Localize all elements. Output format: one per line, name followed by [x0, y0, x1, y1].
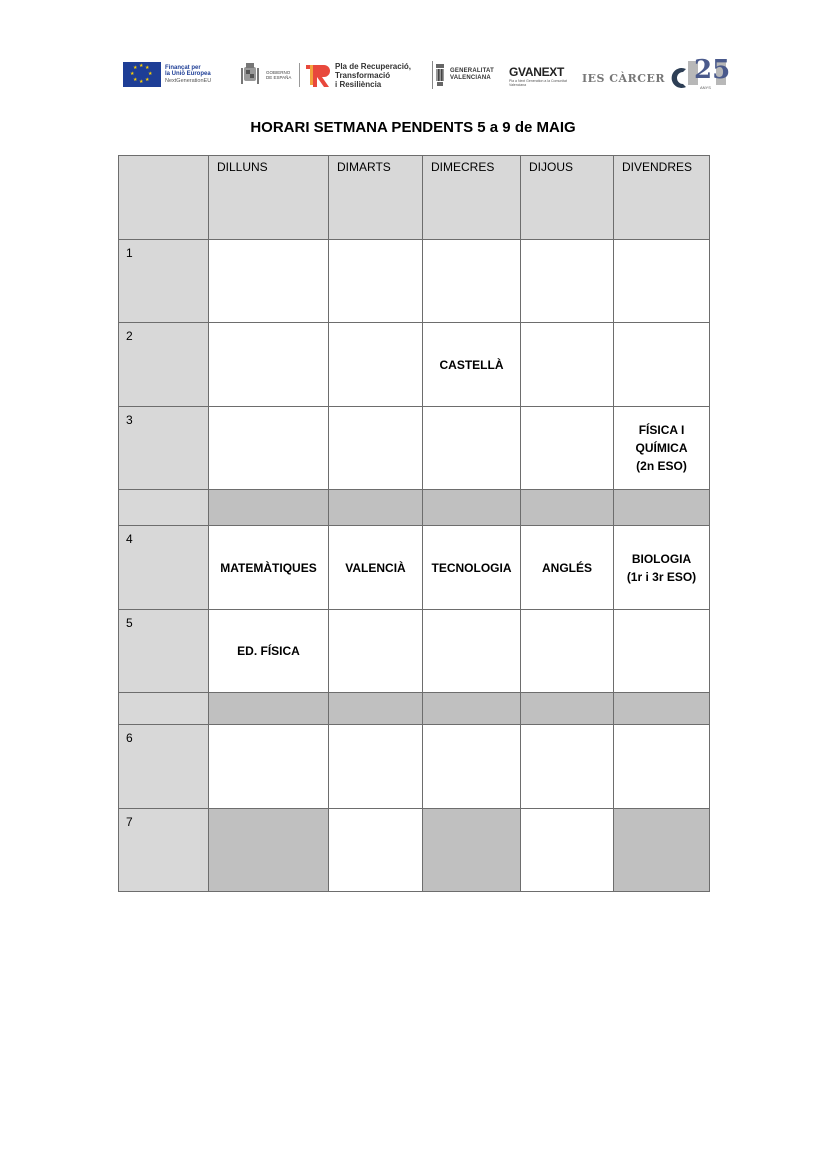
recovery-plan-logo — [305, 61, 411, 89]
schedule-cell — [614, 809, 710, 892]
period-label: 5 — [119, 610, 209, 693]
schedule-cell — [209, 809, 329, 892]
schedule-cell — [521, 610, 614, 693]
period-row — [119, 610, 710, 693]
anniversary-sub: ANYS — [700, 85, 711, 90]
break-cell — [209, 693, 329, 725]
break-row — [119, 693, 710, 725]
break-cell — [423, 490, 521, 526]
break-cell — [614, 693, 710, 725]
schedule-cell — [521, 240, 614, 323]
schedule-cell: VALENCIÀ — [329, 526, 423, 610]
gobierno-line2: DE ESPAÑA — [266, 75, 292, 80]
schedule-cell: TECNOLOGIA — [423, 526, 521, 610]
eu-funding-logo — [123, 62, 211, 87]
schedule-cell — [329, 240, 423, 323]
break-cell — [521, 490, 614, 526]
coat-of-arms-icon — [240, 62, 260, 88]
schedule-cell — [614, 725, 710, 809]
header-row — [119, 156, 710, 240]
schedule-cell — [614, 610, 710, 693]
period-label: 3 — [119, 407, 209, 490]
break-cell — [521, 693, 614, 725]
schedule-cell — [521, 407, 614, 490]
school-logo — [582, 66, 690, 90]
school-name: IES CÀRCER — [582, 71, 666, 85]
schedule-cell: MATEMÀTIQUES — [209, 526, 329, 610]
break-row — [119, 490, 710, 526]
corner-cell — [119, 156, 209, 240]
gvanext-logo — [509, 65, 579, 87]
period-row — [119, 809, 710, 892]
gvanext-name: GVANEXT — [509, 65, 565, 79]
schedule-cell — [521, 809, 614, 892]
schedule-cell — [209, 725, 329, 809]
period-label: 6 — [119, 725, 209, 809]
schedule-cell: ED. FÍSICA — [209, 610, 329, 693]
schedule-cell — [423, 809, 521, 892]
schedule-cell — [423, 240, 521, 323]
schedule-cell — [209, 240, 329, 323]
break-cell — [209, 490, 329, 526]
generalitat-line1: GENERALITAT — [450, 68, 494, 74]
eu-logo-line3: NextGenerationEU — [165, 77, 212, 84]
period-label: 4 — [119, 526, 209, 610]
recovery-line2: Transformació — [335, 70, 391, 80]
schedule-cell — [329, 407, 423, 490]
schedule-cell: CASTELLÀ — [423, 323, 521, 407]
period-label — [119, 693, 209, 725]
schedule-cell — [521, 323, 614, 407]
day-header: DIVENDRES — [614, 156, 710, 240]
schedule-cell: BIOLOGIA (1r i 3r ESO) — [614, 526, 710, 610]
page-title: HORARI SETMANA PENDENTS 5 a 9 de MAIG — [250, 119, 576, 136]
schedule-cell — [329, 725, 423, 809]
period-row — [119, 725, 710, 809]
generalitat-line2: VALENCIANA — [450, 75, 491, 81]
schedule-cell — [329, 610, 423, 693]
gobierno-line1: GOBIERNO — [266, 69, 291, 75]
day-header: DILLUNS — [209, 156, 329, 240]
day-header: DIJOUS — [521, 156, 614, 240]
recovery-line1: Pla de Recuperació, — [335, 61, 412, 71]
period-label: 7 — [119, 809, 209, 892]
period-row — [119, 240, 710, 323]
period-row — [119, 407, 710, 490]
schedule-cell — [209, 407, 329, 490]
schedule-cell — [521, 725, 614, 809]
gobierno-logo — [240, 62, 300, 88]
schedule-table — [118, 155, 710, 892]
day-header: DIMARTS — [329, 156, 423, 240]
tr-mark-icon — [305, 61, 331, 89]
schedule-cell — [423, 725, 521, 809]
schedule-cell: FÍSICA I QUÍMICA (2n ESO) — [614, 407, 710, 490]
schedule-cell — [423, 407, 521, 490]
anniversary-number: 25 — [694, 55, 731, 85]
break-cell — [329, 490, 423, 526]
day-header: DIMECRES — [423, 156, 521, 240]
period-row — [119, 526, 710, 610]
eu-flag-icon: ★ ★ ★ ★ ★ ★ ★ ★ — [123, 62, 161, 87]
generalitat-logo — [432, 61, 494, 89]
break-cell — [423, 693, 521, 725]
period-label: 1 — [119, 240, 209, 323]
period-row — [119, 323, 710, 407]
recovery-line3: i Resiliència — [335, 79, 382, 89]
schedule-cell: ANGLÉS — [521, 526, 614, 610]
eu-logo-line2: la Unió Europea — [165, 71, 211, 78]
gvanext-sub: Pla a Next Generation a la Comunitat Valenciana — [509, 79, 567, 87]
break-cell — [614, 490, 710, 526]
schedule-cell — [423, 610, 521, 693]
generalitat-crest-icon — [432, 61, 446, 89]
eu-logo-line1: Finançat per — [165, 64, 201, 71]
anniversary-logo — [686, 55, 731, 90]
schedule-cell — [209, 323, 329, 407]
period-label — [119, 490, 209, 526]
break-cell — [329, 693, 423, 725]
period-label: 2 — [119, 323, 209, 407]
schedule-cell — [329, 323, 423, 407]
schedule-cell — [329, 809, 423, 892]
schedule-cell — [614, 323, 710, 407]
schedule-cell — [614, 240, 710, 323]
header-logos — [120, 54, 730, 96]
